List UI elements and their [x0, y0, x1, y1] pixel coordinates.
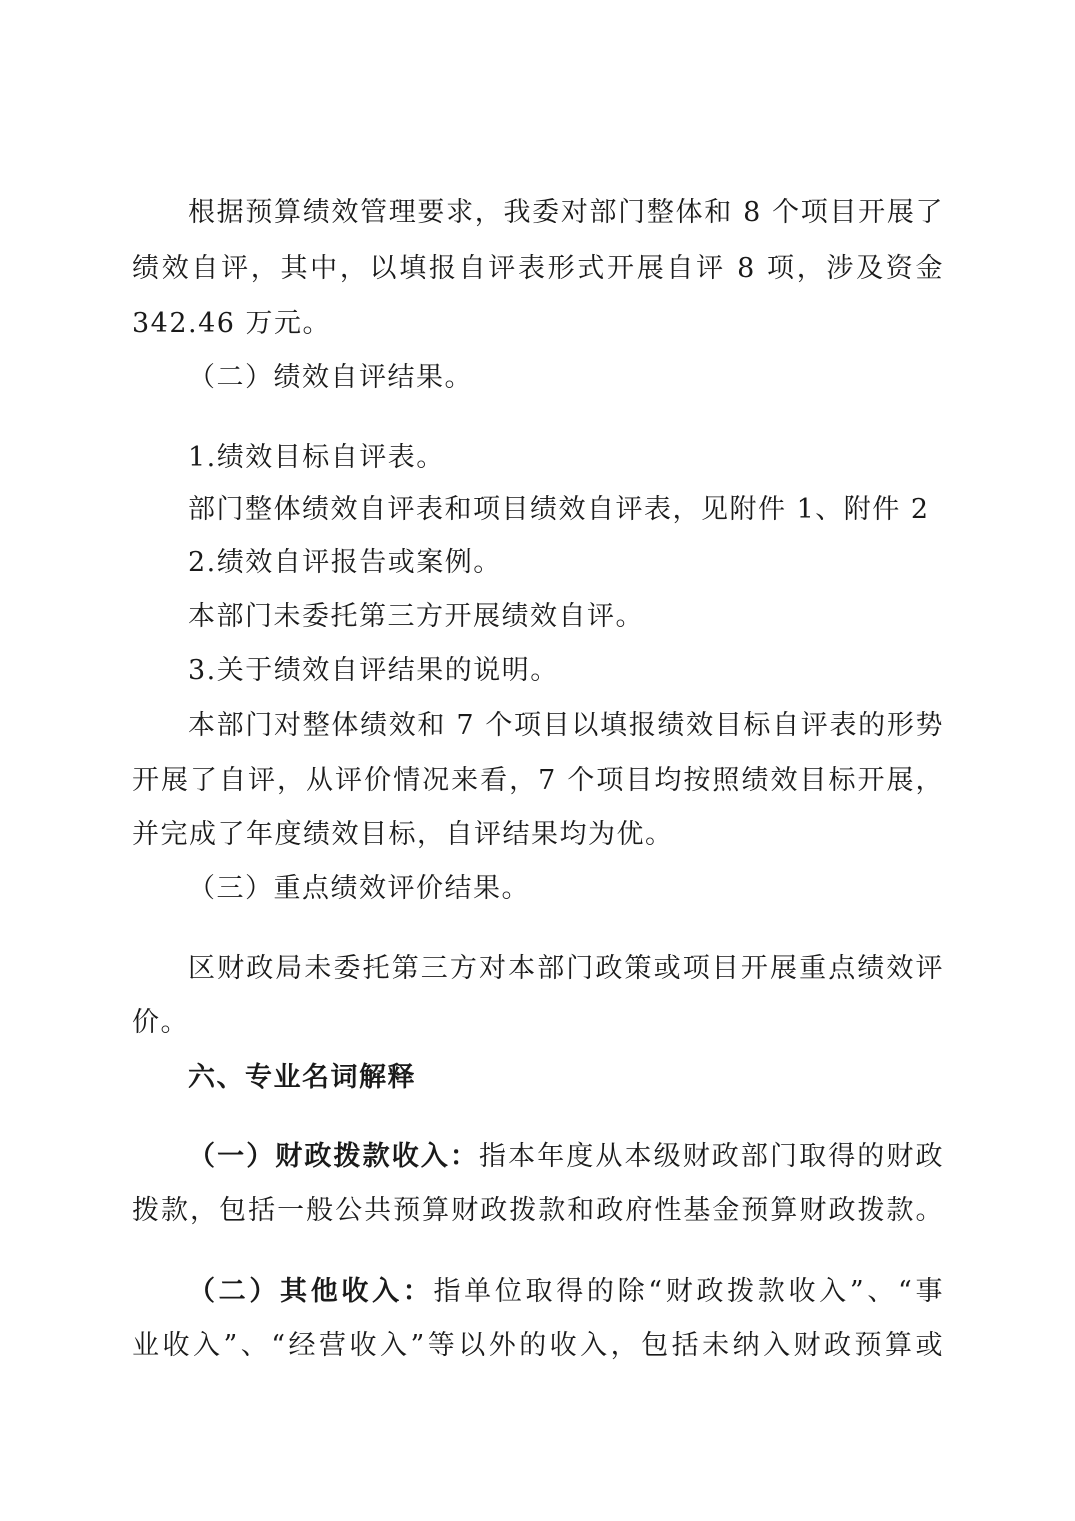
term-1-line-1: [188, 1140, 944, 1174]
intro-line-1: 根据预算绩效管理要求，我委对部门整体和 8 个项目开展了: [188, 197, 944, 228]
section-3-heading: （三）重点绩效评价结果。: [188, 873, 530, 904]
item-3-title: 3.关于绩效自评结果的说明。: [188, 655, 559, 686]
intro-line-2: 绩效自评，其中，以填报自评表形式开展自评 8 项，涉及资金: [132, 253, 944, 284]
term-1-line-2: 拨款，包括一般公共预算财政拨款和政府性基金预算财政拨款。: [132, 1195, 944, 1226]
term-2-definition-start: 指单位取得的除“财政拨款收入”、“事: [433, 1276, 944, 1307]
item-1-title: 1.绩效目标自评表。: [188, 442, 445, 473]
term-2-line-1: [188, 1275, 944, 1309]
section-2-heading: （二）绩效自评结果。: [188, 362, 473, 393]
intro-line-3: 342.46 万元。: [132, 308, 332, 339]
section-3-line-1: 区财政局未委托第三方对本部门政策或项目开展重点绩效评: [188, 953, 944, 984]
section-6-heading: 六、专业名词解释: [188, 1062, 416, 1093]
term-1-definition-start: 指本年度从本级财政部门取得的财政: [479, 1141, 944, 1172]
item-3-line-2: 开展了自评，从评价情况来看，7 个项目均按照绩效目标开展，: [132, 765, 944, 796]
item-2-title: 2.绩效自评报告或案例。: [188, 547, 502, 578]
item-1-text: 部门整体绩效自评表和项目绩效自评表，见附件 1、附件 2: [188, 494, 930, 525]
item-2-text: 本部门未委托第三方开展绩效自评。: [188, 601, 644, 632]
term-2-label: （二）其他收入：: [188, 1276, 434, 1307]
item-3-line-1: 本部门对整体绩效和 7 个项目以填报绩效目标自评表的形势: [188, 710, 944, 741]
section-3-line-2: 价。: [132, 1007, 189, 1038]
term-2-line-2: 业收入”、“经营收入”等以外的收入，包括未纳入财政预算或: [132, 1330, 944, 1361]
item-3-line-3: 并完成了年度绩效目标，自评结果均为优。: [132, 819, 674, 850]
term-1-label: （一）财政拨款收入：: [188, 1141, 479, 1172]
